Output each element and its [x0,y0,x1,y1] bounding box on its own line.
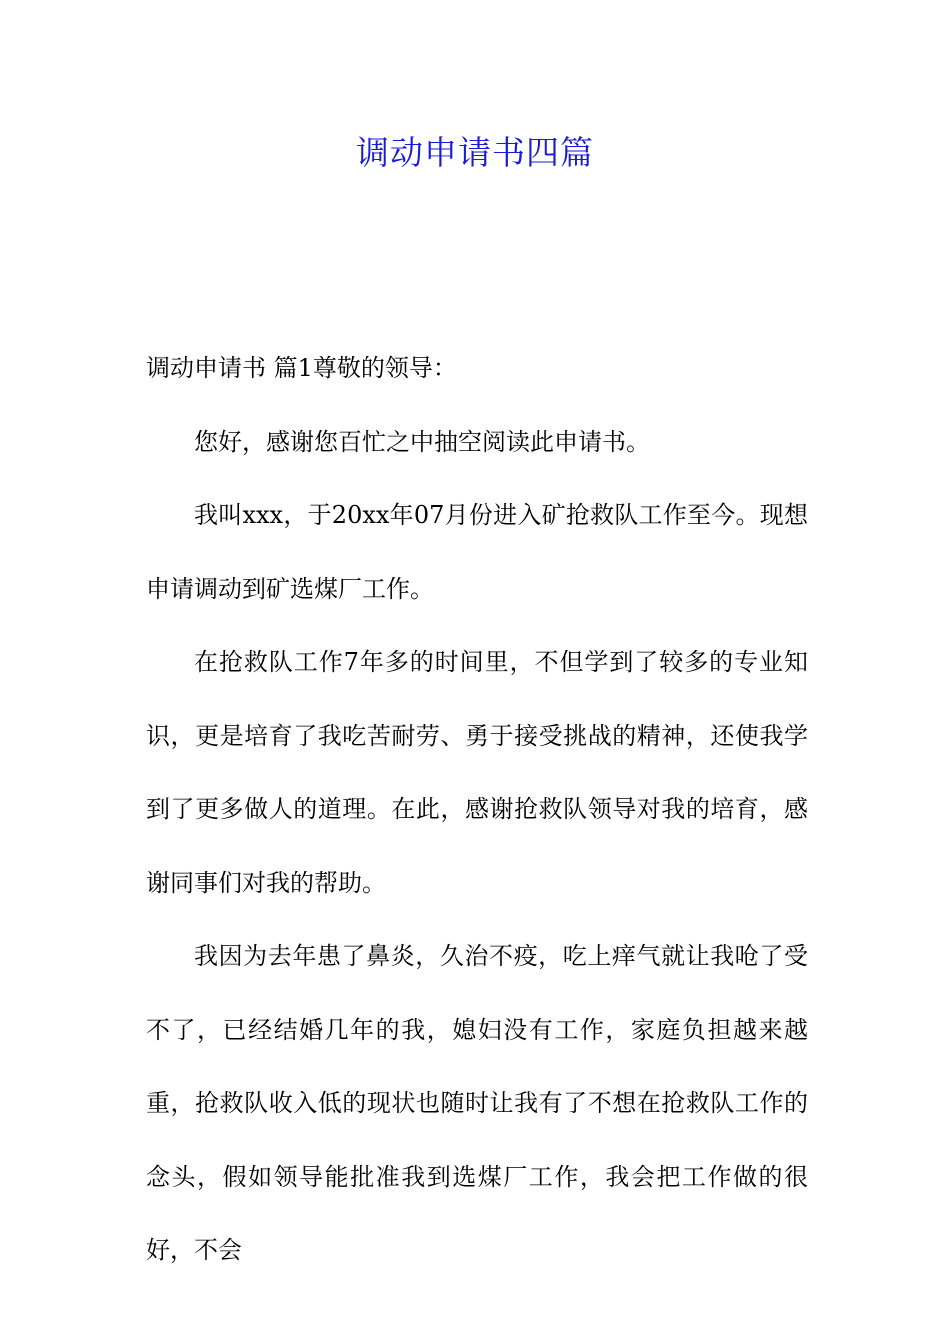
paragraph-introduction: 我叫xxx，于20xx年07月份进入矿抢救队工作至今。现想申请调动到矿选煤厂工作。 [146,501,808,603]
paragraph-greeting: 您好，感谢您百忙之中抽空阅读此申请书。 [194,427,650,456]
document-title: 调动申请书四篇 [356,133,594,172]
paragraph-experience: 在抢救队工作7年多的时间里，不但学到了较多的专业知识，更是培育了我吃苦耐劳、勇于接受挑战的精神，还使我学到了更多做人的道理。在此，感谢抢救队领导对我的培育，感谢同事们对我的帮助。 [146,648,808,897]
letter-heading: 调动申请书 篇1尊敬的领导： [146,354,457,382]
document-body [146,332,808,1288]
paragraph-reason: 我因为去年患了鼻炎，久治不疫，吃上痒气就让我呛了受不了，已经结婚几年的我，媳妇没有工作，家庭负担越来越重，抢救队收入低的现状也随时让我有了不想在抢救队工作的念头，假如领导能批准我到选煤厂工作，我会把工作做的很好，不会 [146,942,808,1264]
